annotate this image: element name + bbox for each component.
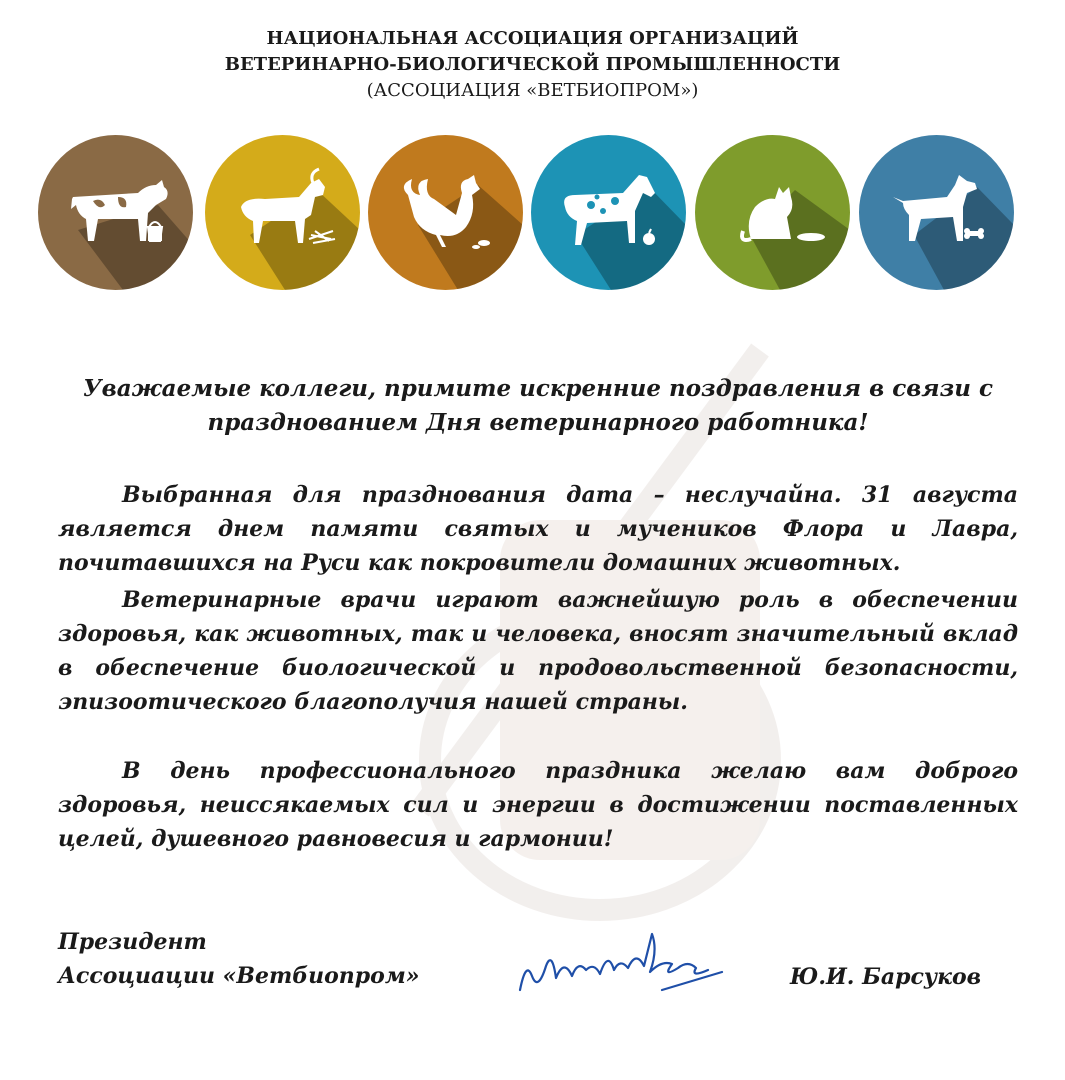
dog-icon <box>859 135 1014 290</box>
signer-name: Ю.И. Барсуков <box>790 964 982 990</box>
paragraph-1-text: Выбранная для празднования дата – неслучайна. 31 августа является днем памяти святых и мучеников Флора и Лавра, почитавшихся на Руси как покровители домашних животных. <box>58 482 1018 576</box>
cow-icon <box>38 135 193 290</box>
signer-title-line1: Президент <box>58 929 207 955</box>
paragraph-3 <box>58 754 1018 856</box>
paragraph-1 <box>58 478 1018 580</box>
horse-icon <box>531 135 686 290</box>
letterhead <box>0 26 1065 104</box>
paragraph-3-text: В день профессионального праздника желаю вам доброго здоровья, неиссякаемых сил и энергии в достижении поставленных целей, душевного равновесия и гармонии! <box>58 758 1018 852</box>
rooster-icon <box>368 135 523 290</box>
handwritten-signature <box>512 920 732 1005</box>
paragraph-2 <box>58 583 1018 719</box>
goat-icon <box>205 135 360 290</box>
cat-icon <box>695 135 850 290</box>
org-short-name: (АССОЦИАЦИЯ «ВЕТБИОПРОМ») <box>366 80 699 101</box>
animal-icon-row <box>38 135 1018 295</box>
org-name-line2: ВЕТЕРИНАРНО-БИОЛОГИЧЕСКОЙ ПРОМЫШЛЕННОСТИ <box>224 54 841 75</box>
signer-title-line2: Ассоциации «Ветбиопром» <box>58 963 420 989</box>
greeting: Уважаемые коллеги, примите искренние поздравления в связи с празднованием Дня ветеринарного работника! <box>82 375 994 436</box>
org-name-line1: НАЦИОНАЛЬНАЯ АССОЦИАЦИЯ ОРГАНИЗАЦИЙ <box>266 28 799 49</box>
paragraph-2-text: Ветеринарные врачи играют важнейшую роль в обеспечении здоровья, как животных, так и человека, вносят значительный вклад в обеспечение биологической и продовольственной безопасности, эпизоотического благополучия нашей страны. <box>58 587 1018 715</box>
signer-title <box>58 925 420 993</box>
